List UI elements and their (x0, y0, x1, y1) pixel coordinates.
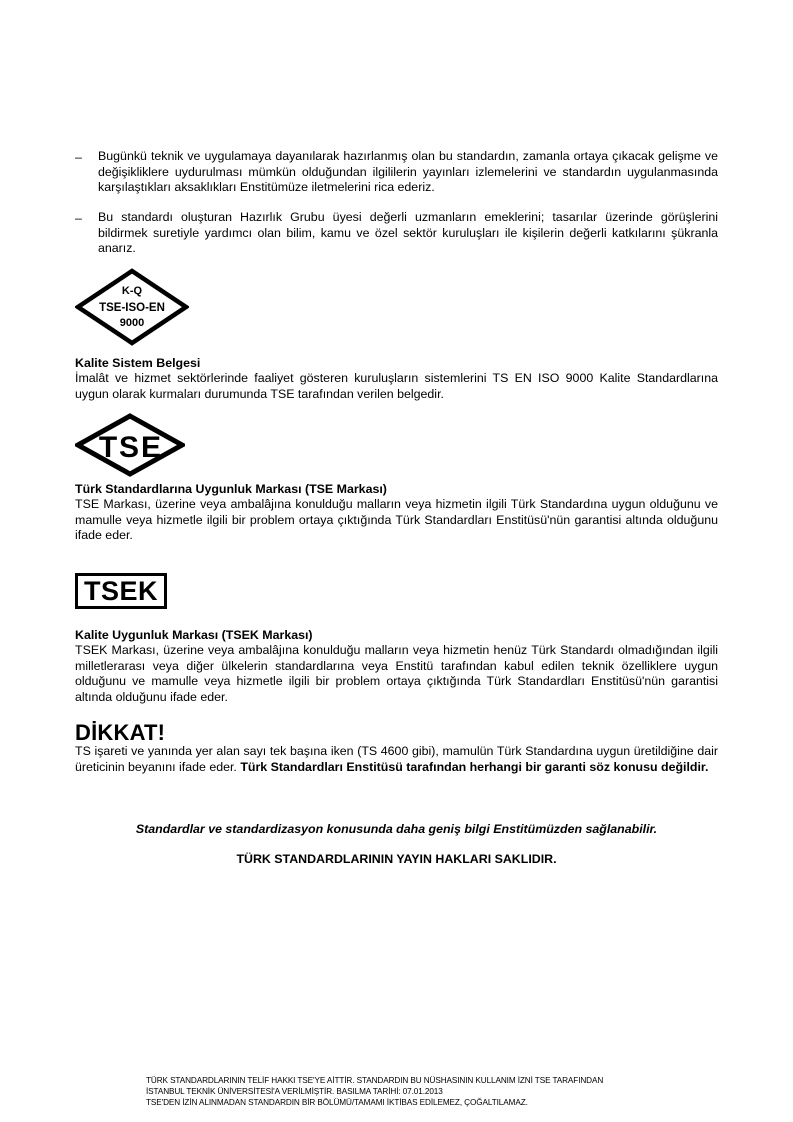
kq-logo-line3: 9000 (119, 317, 145, 329)
footer-line-3: TSE'DEN İZİN ALINMADAN STANDARDIN BİR BÖLÜMÜ/TAMAMI İKTİBAS EDİLEMEZ, ÇOĞALTILAMAZ. (146, 1098, 528, 1107)
dikkat-text-normal: TS işareti ve yanında yer alan sayı tek başına iken (TS 4600 gibi), mamulün Türk Standardına uygun üretildiğine dair üreticinin beyanını ifade eder. (75, 744, 718, 774)
kq-iso-9000-logo (75, 268, 189, 346)
tse-marka-title: Türk Standardlarına Uygunluk Markası (TSE Markası) (75, 482, 387, 496)
dikkat-text (75, 744, 718, 775)
kq-logo-line2: TSE-ISO-EN (99, 302, 165, 314)
tse-logo (75, 413, 185, 477)
tsek-marka-text: TSEK Markası, üzerine veya ambalâjına konulduğu malların veya hizmetin henüz Türk Standardı olmadığından ilgili milletlerarası veya diğer ülkelerin standardlarına veya Enstitü tarafından kabul edilen teknik özelliklere uygun olduğunu ve mamulle veya hizmetle ilgili bir problem ortaya çıktığında Türk Standardları Enstitüsü'nün garantisi altında olduğunu ifade eder. (75, 643, 718, 704)
tsek-marka-title: Kalite Uygunluk Markası (TSEK Markası) (75, 628, 313, 642)
bullet-text-thanks: Bu standardı oluşturan Hazırlık Grubu üyesi değerli uzmanların emeklerini; tasarılar üzerinde görüşlerini bildirmek suretiyle yardımcı olan bilim, kamu ve özel sektör kuruluşları ile kişilerin değerli katkılarını şükranla anarız. (98, 210, 718, 256)
kq-logo-line1: K-Q (121, 285, 143, 297)
footer-line-2: İSTANBUL TEKNİK ÜNİVERSİTESİ'A VERİLMİŞTİR. BASILMA TARİHİ: 07.01.2013 (146, 1087, 443, 1096)
tse-marka-text: TSE Markası, üzerine veya ambalâjına konulduğu malların veya hizmetin ilgili Türk Standardına uygun olduğunu ve mamulle veya hizmetle ilgili bir problem ortaya çıktığında Türk Standardları Enstitüsü'nün garantisi altında olduğunu ifade eder. (75, 497, 718, 543)
kalite-sistem-text: İmalât ve hizmet sektörlerinde faaliyet gösteren kuruluşların sistemlerini TS EN ISO 9000 Kalite Standardlarına uygun olarak kurmaları durumunda TSE tarafından verilen belgedir. (75, 371, 718, 401)
dikkat-heading: DİKKAT! (75, 720, 166, 745)
rights-line: TÜRK STANDARDLARININ YAYIN HAKLARI SAKLIDIR. (236, 852, 557, 866)
bullet-dash: – (75, 150, 82, 164)
footer-line-1: TÜRK STANDARDLARININ TELİF HAKKI TSE'YE AİTTİR. STANDARDIN BU NÜSHASININ KULLANIM İZNİ TSE TARAFINDAN (146, 1076, 604, 1085)
tse-logo-s: S (118, 431, 140, 464)
tsek-logo: TSEK (75, 573, 167, 609)
dikkat-text-bold: Türk Standardları Enstitüsü tarafından herhangi bir garanti söz konusu değildir. (240, 759, 709, 774)
tse-logo-t: T (98, 431, 118, 464)
info-line: Standardlar ve standardizasyon konusunda daha geniş bilgi Enstitümüzden sağlanabilir. (135, 822, 658, 836)
bullet-text-feedback: Bugünkü teknik ve uygulamaya dayanılarak hazırlanmış olan bu standardın, zamanla ortaya çıkacak gelişme ve değişikliklere uydurulması mümkün olduğundan ilgililerin yayınları izlemelerini ve standardın uygulanmasında karşılaştıkları aksaklıkları Enstitümüze iletmelerini rica ederiz. (98, 149, 718, 195)
kalite-sistem-title: Kalite Sistem Belgesi (75, 356, 201, 370)
bullet-dash: – (75, 211, 82, 225)
tse-logo-e: E (140, 431, 162, 464)
